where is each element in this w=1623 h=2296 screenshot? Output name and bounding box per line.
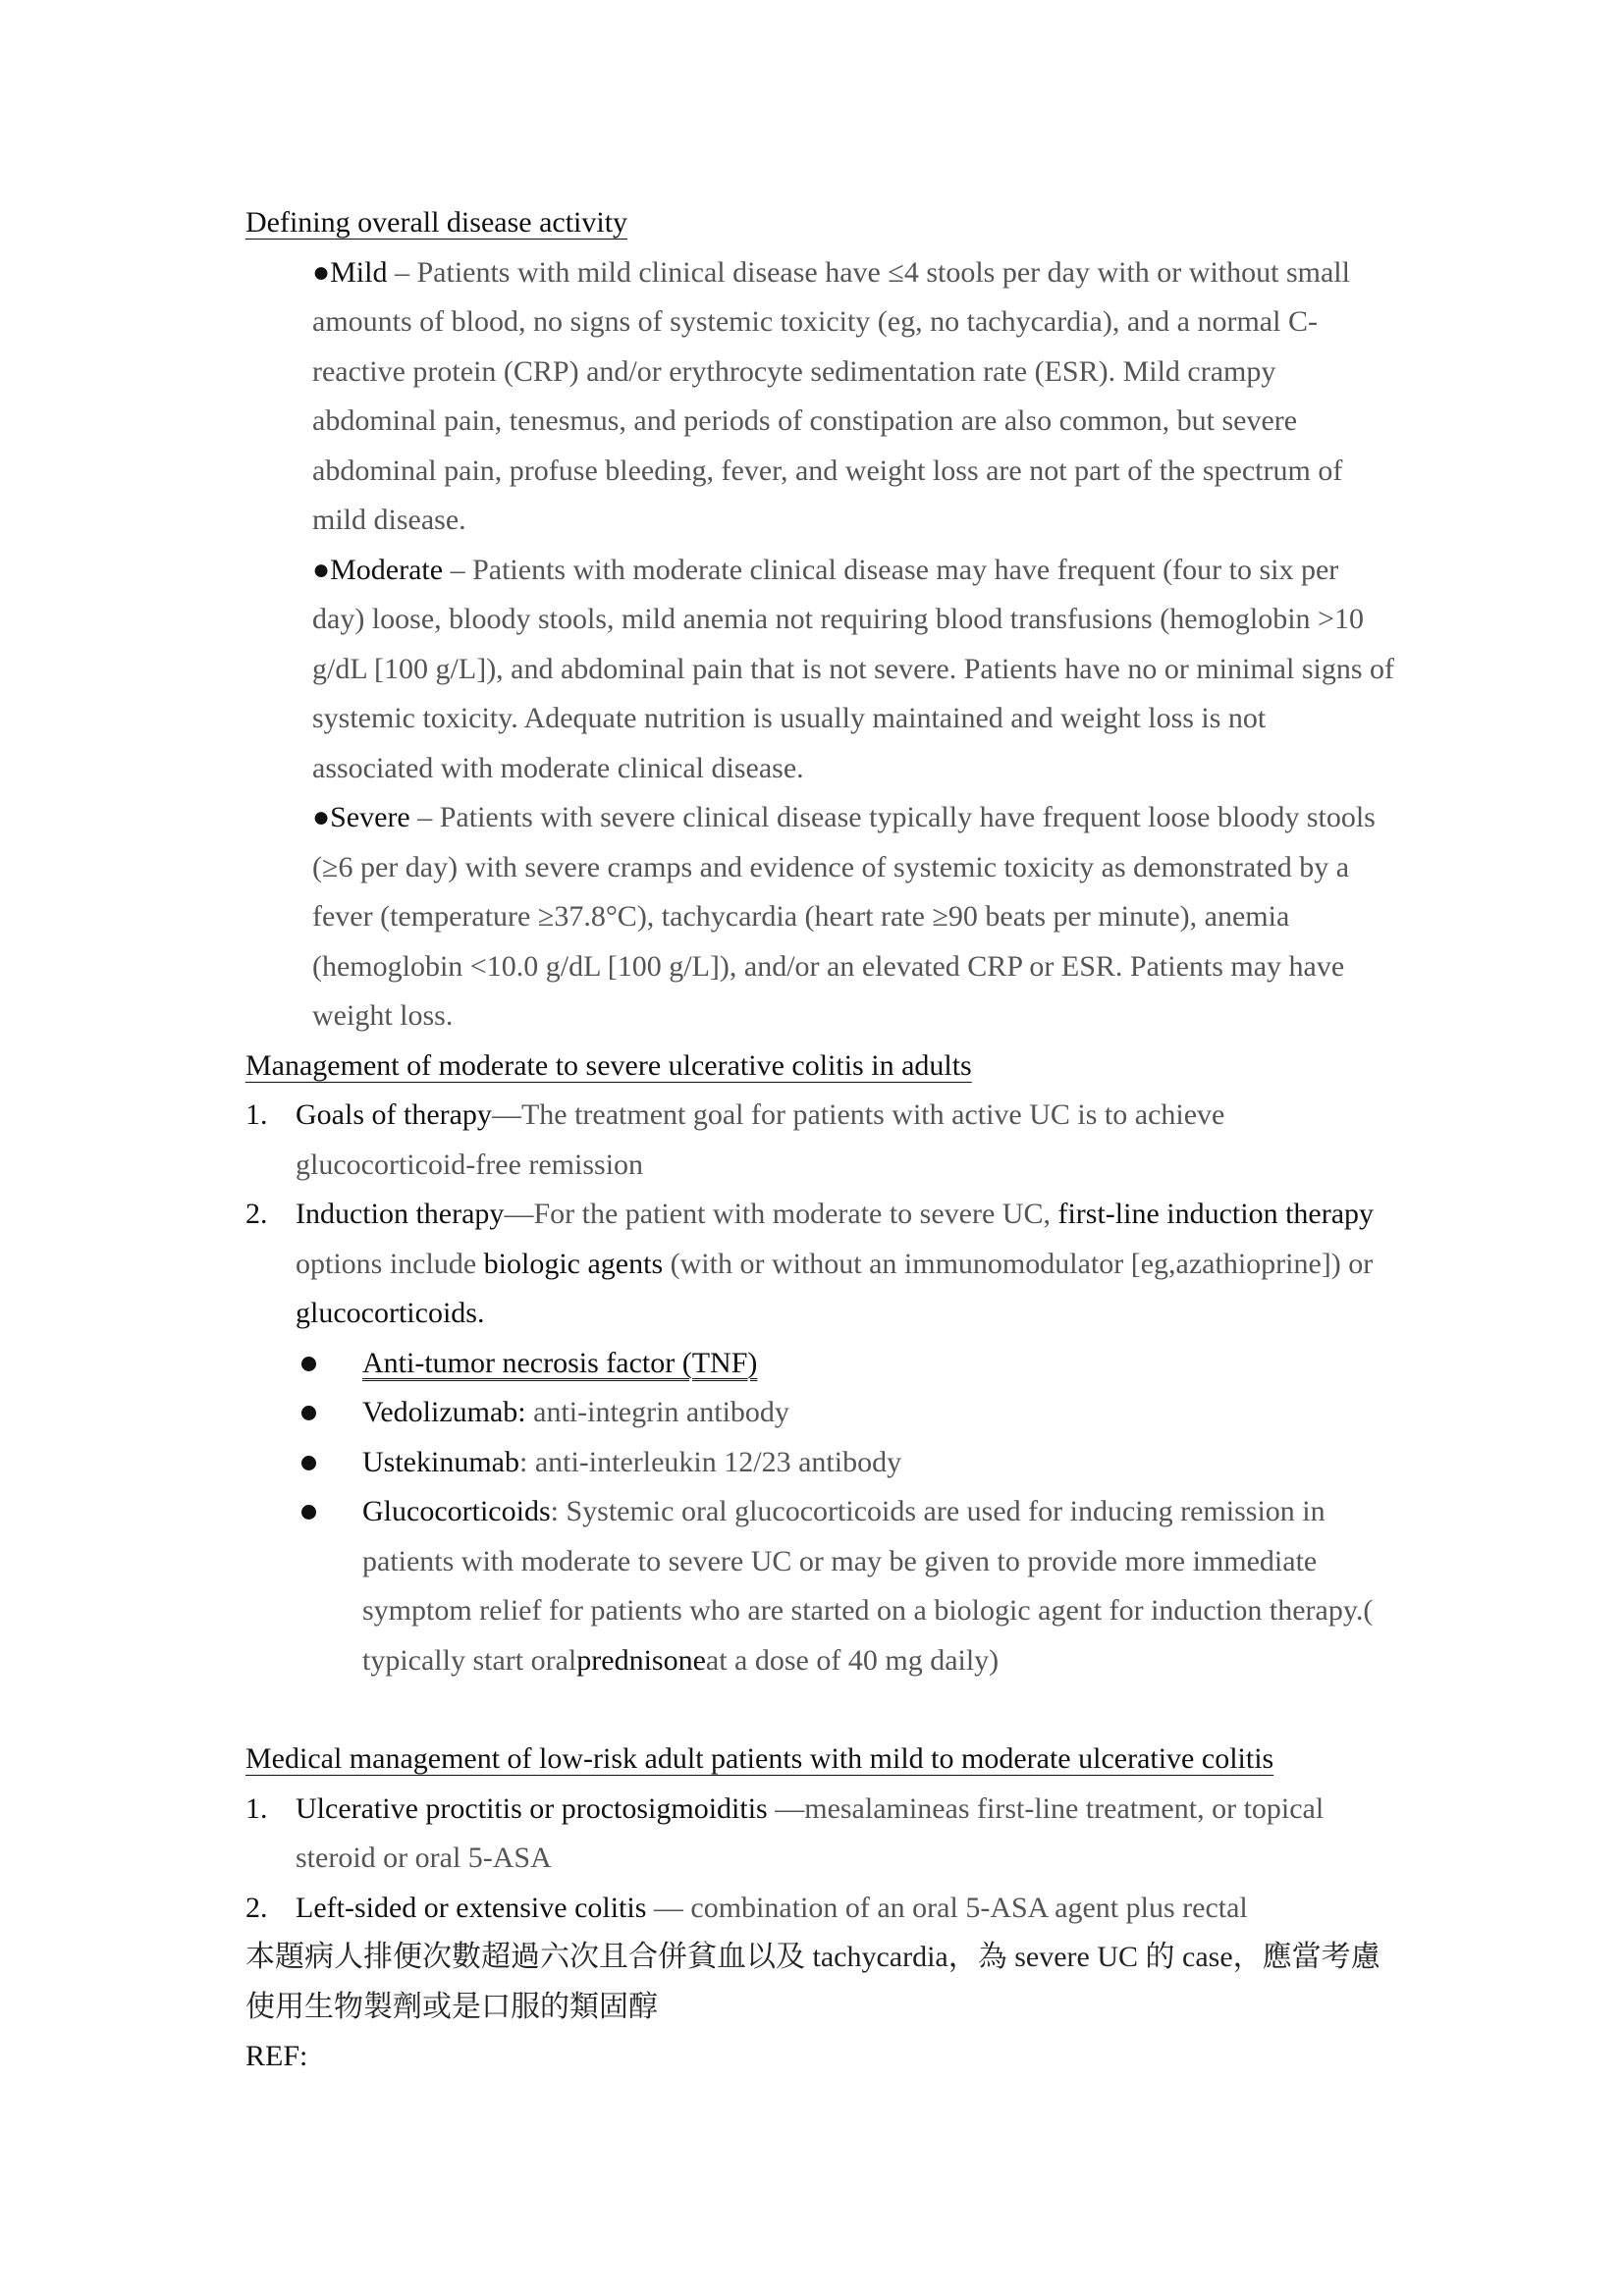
bullet-dot-icon xyxy=(301,1456,316,1470)
drug-text: : anti-interleukin 12/23 antibody xyxy=(518,1445,902,1478)
ref-label: REF: xyxy=(245,2040,308,2072)
separator: – xyxy=(409,801,440,833)
drug-label: Vedolizumab: xyxy=(362,1396,526,1428)
severity-text: Patients with severe clinical disease typically have frequent loose bloody stools (≥6 per day) with severe cramps and evidence of systemic toxicity as demonstrated by a fever (temperature ≥37.8°C), tachycardia (heart rate ≥90 beats per minute), anemia (hemoglobin <10.0 g/dL [100 g/L]), and/or an elevated CRP or ESR. Patients may have weight loss. xyxy=(312,801,1376,1032)
item-text: The treatment goal for patients with active UC is to achieve glucocorticoid-free remission xyxy=(296,1098,1225,1181)
bullet-icon: ● xyxy=(312,553,331,586)
list-number: 1. xyxy=(245,1791,268,1825)
separator: – xyxy=(443,553,473,586)
bullet-item-vedolizumab xyxy=(245,1388,1394,1438)
drug-name: prednisone xyxy=(576,1643,706,1677)
severity-item-mild xyxy=(312,248,1394,546)
drug-text: at a dose of 40 mg daily) xyxy=(705,1643,1000,1677)
list-item-proctitis xyxy=(245,1785,1394,1884)
item-text: —mesalamineas first-line treatment, or topical steroid or oral 5-ASA xyxy=(296,1791,1325,1874)
spacer xyxy=(245,1685,1394,1735)
bullet-item-anti-tnf xyxy=(245,1339,1394,1389)
drug-label: Ustekinumab xyxy=(362,1445,519,1478)
list-item-left-sided xyxy=(245,1884,1394,1934)
severity-label: Moderate xyxy=(330,553,444,586)
bullet-dot-icon xyxy=(301,1406,316,1420)
item-label: Induction therapy xyxy=(296,1198,505,1230)
item-text: (with or without an immunomodulator [eg,azathioprine]) or xyxy=(663,1247,1374,1280)
severity-item-severe xyxy=(312,793,1394,1041)
bullet-dot-icon xyxy=(301,1357,316,1371)
separator: – xyxy=(387,255,417,289)
severity-item-moderate xyxy=(312,546,1394,794)
item-bold: first-line induction therapy xyxy=(1057,1198,1375,1230)
bullet-item-ustekinumab xyxy=(245,1438,1394,1488)
drug-text: anti-integrin antibody xyxy=(525,1396,789,1428)
item-label: Ulcerative proctitis or proctosigmoiditis xyxy=(296,1791,768,1825)
drug-text: : Systemic oral glucocorticoids are used for inducing remission in patients with moderate to severe UC or may be given to provide more immediate symptom relief for patients who are started on a biologic agent for induction therapy.( typically start oral xyxy=(362,1495,1374,1677)
list-item-goals xyxy=(245,1091,1394,1190)
item-dash: — xyxy=(504,1198,534,1230)
section-title-moderate-severe: Management of moderate to severe ulcerative colitis in adults xyxy=(245,1048,972,1082)
item-bold: biologic agents xyxy=(483,1247,664,1280)
conclusion-text: 本題病人排便次數超過六次且合併貧血以及 tachycardia，為 severe UC 的 case，應當考慮使用生物製劑或是口服的類固醇 xyxy=(245,1941,1380,2023)
list-number: 1. xyxy=(245,1098,268,1131)
list-number: 2. xyxy=(245,1891,268,1924)
section-title-mild-moderate: Medical management of low-risk adult patients with mild to moderate ulcerative colitis xyxy=(245,1742,1274,1775)
link-anti-tnf[interactable]: Anti-tumor necrosis factor (TNF) xyxy=(362,1346,758,1379)
item-text: — combination of an oral 5-ASA agent plus rectal xyxy=(646,1891,1248,1924)
item-text: options include xyxy=(296,1247,484,1280)
item-bold: glucocorticoids. xyxy=(296,1297,485,1329)
document-content xyxy=(245,198,1394,2082)
bullet-icon: ● xyxy=(312,255,331,289)
bullet-item-glucocorticoids xyxy=(245,1487,1394,1685)
severity-text: Patients with mild clinical disease have ≤4 stools per day with or without small amounts of blood, no signs of systemic toxicity (eg, no tachycardia), and a normal C-reactive protein (CRP) and/or erythrocyte sedimentation rate (ESR). Mild crampy abdominal pain, tenesmus, and periods of constipation are also common, but severe abdominal pain, profuse bleeding, fever, and weight loss are not part of the spectrum of mild disease. xyxy=(312,255,1350,536)
bullet-icon: ● xyxy=(312,801,331,833)
bullet-dot-icon xyxy=(301,1505,316,1520)
drug-label: Glucocorticoids xyxy=(362,1495,551,1527)
severity-label: Mild xyxy=(330,255,388,289)
severity-text: Patients with moderate clinical disease may have frequent (four to six per day) loose, bloody stools, mild anemia not requiring blood transfusions (hemoglobin >10 g/dL [100 g/L]), and abdominal pain that is not severe. Patients have no or minimal signs of systemic toxicity. Adequate nutrition is usually maintained and weight loss is not associated with moderate clinical disease. xyxy=(312,553,1395,784)
list-item-induction xyxy=(245,1190,1394,1339)
section-title-disease-activity: Defining overall disease activity xyxy=(245,206,628,239)
severity-label: Severe xyxy=(330,801,410,833)
item-dash: — xyxy=(491,1098,521,1131)
list-number: 2. xyxy=(245,1198,268,1230)
item-label: Goals of therapy xyxy=(296,1098,492,1131)
item-label: Left-sided or extensive colitis xyxy=(296,1891,647,1924)
item-text: For the patient with moderate to severe UC, xyxy=(533,1198,1058,1230)
